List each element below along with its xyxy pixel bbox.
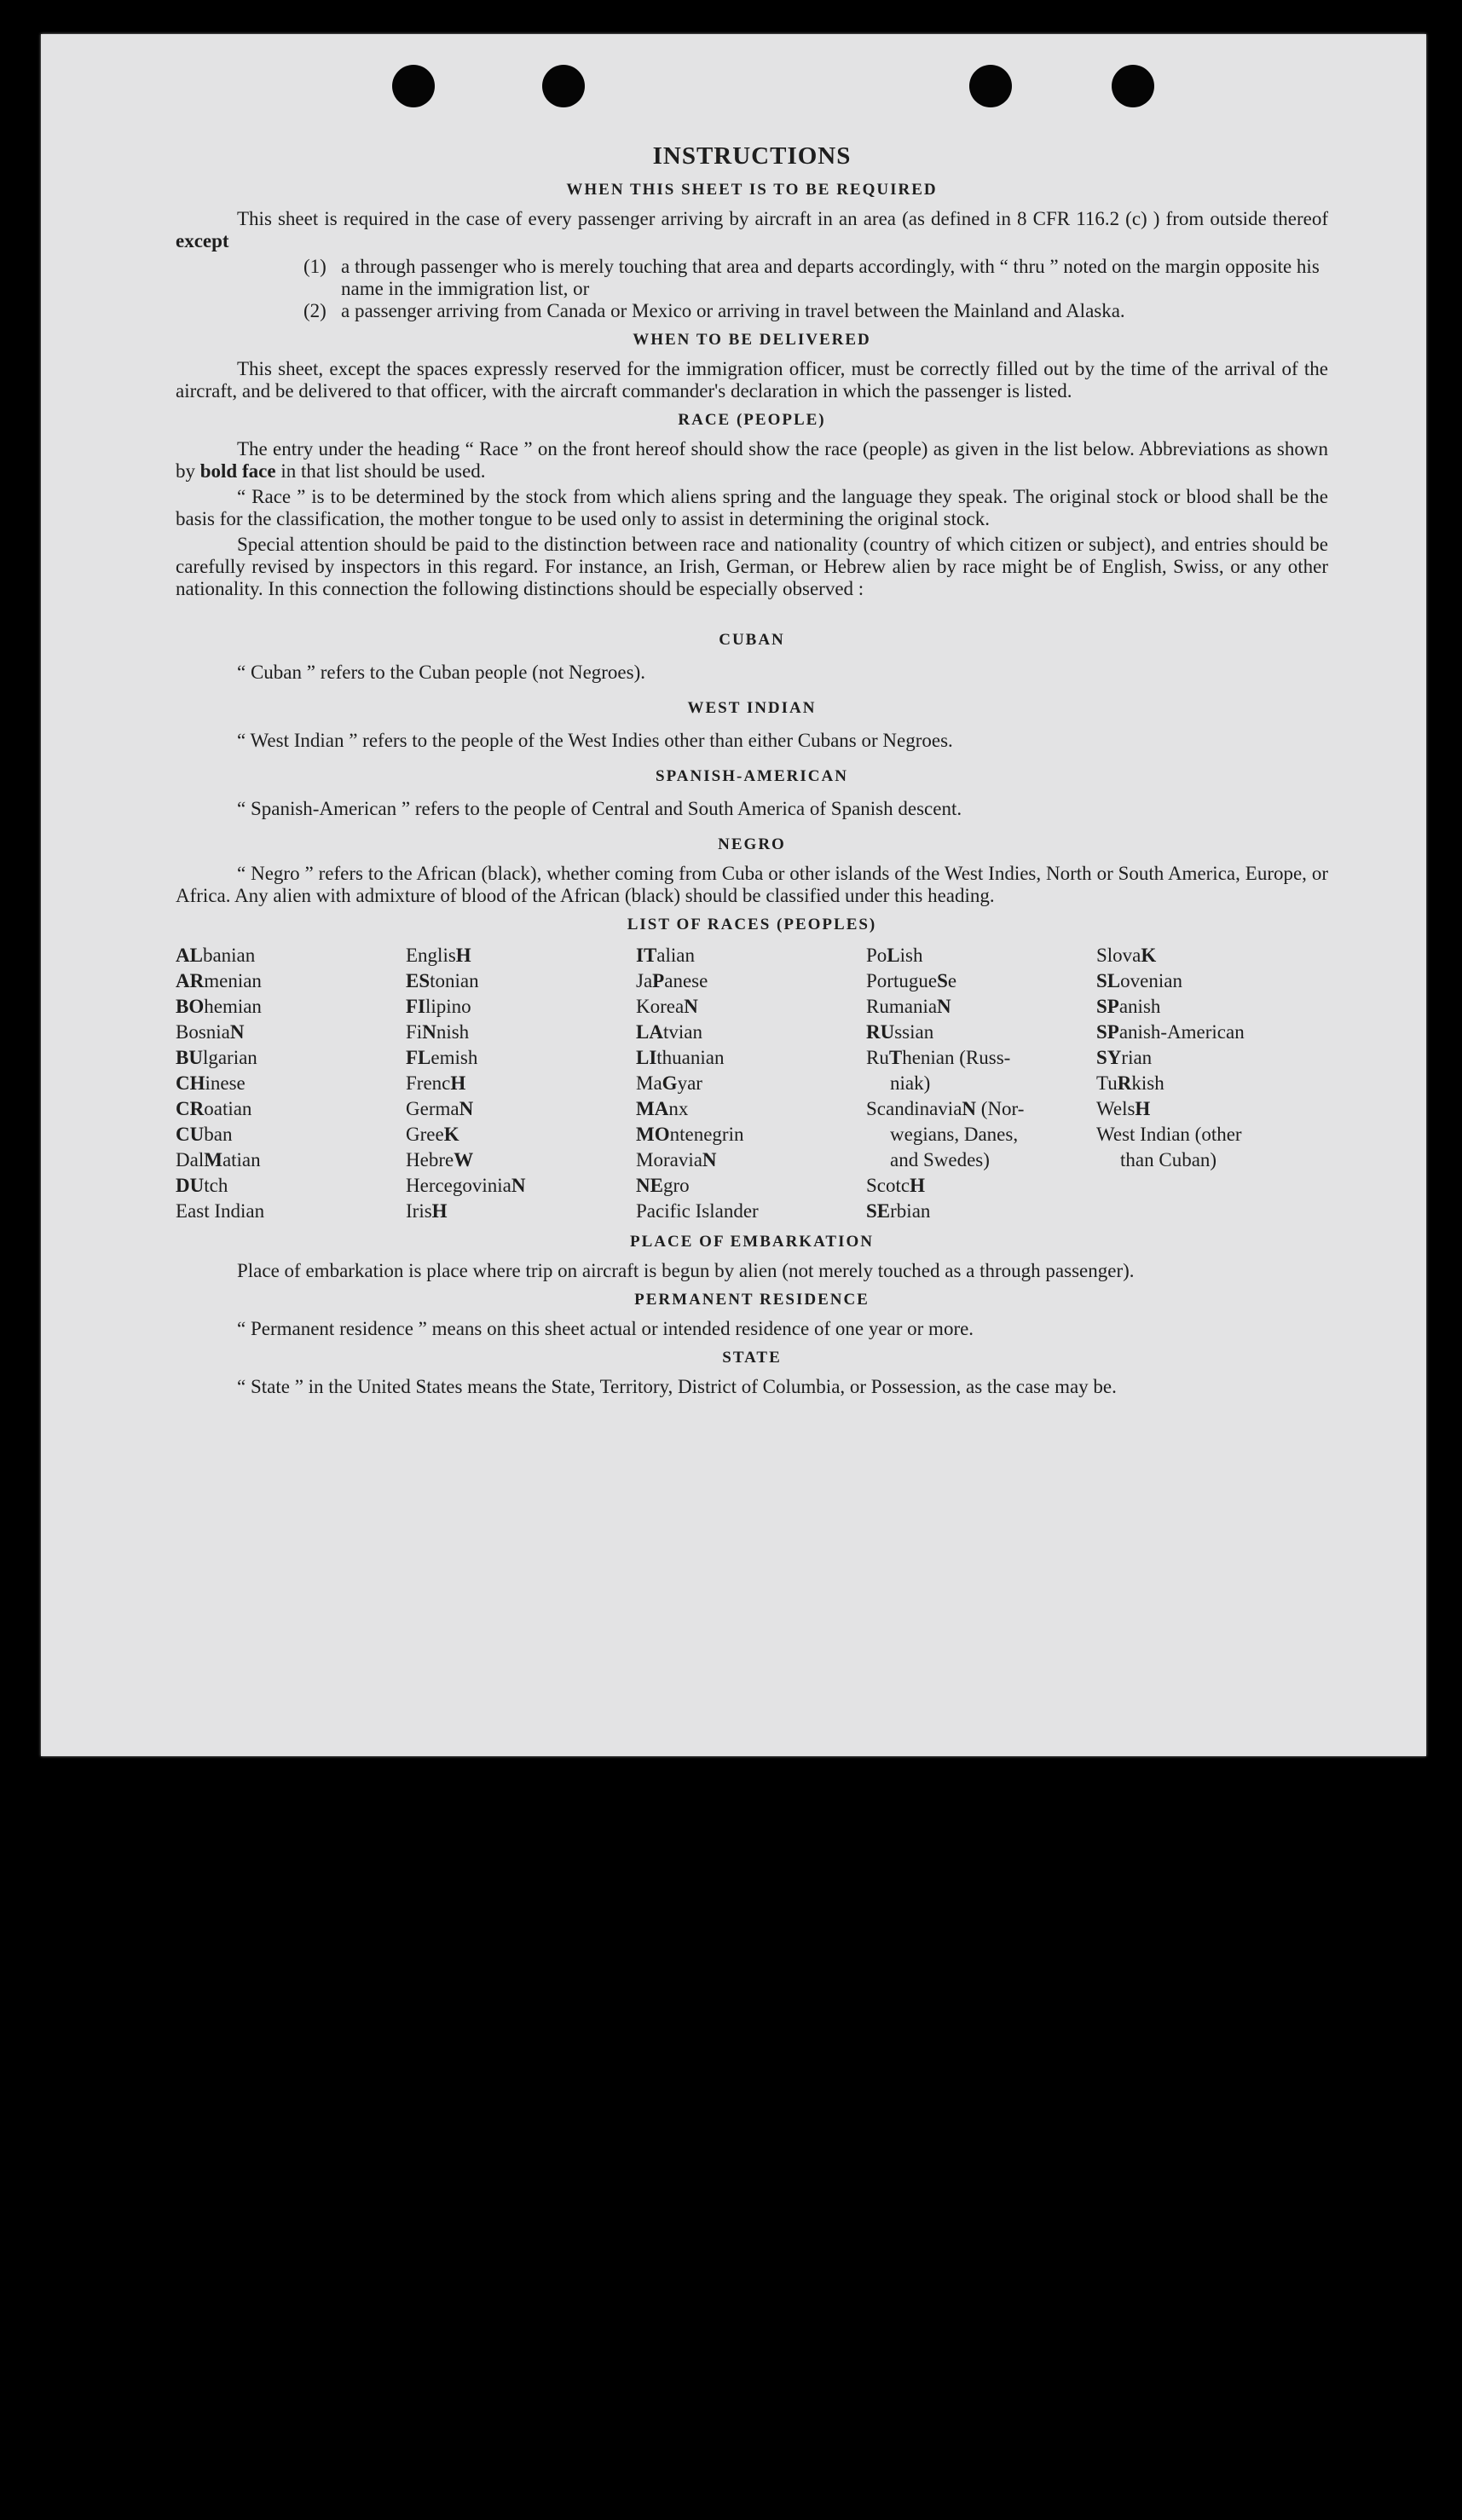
section-heading-required: WHEN THIS SHEET IS TO BE REQUIRED xyxy=(566,181,938,199)
instructions-body xyxy=(176,142,1328,1402)
race-item: than Cuban) xyxy=(1120,1149,1217,1170)
section-heading-state: STATE xyxy=(722,1349,782,1367)
race-item: ALbanian xyxy=(176,945,256,966)
races-list xyxy=(176,943,1328,1224)
races-column xyxy=(1096,943,1326,1224)
race-item: LIthuanian xyxy=(636,1047,725,1068)
race-item: HebreW xyxy=(406,1149,474,1170)
race-item: DalMatian xyxy=(176,1149,261,1170)
required-intro: This sheet is required in the case of every passenger arriving by aircraft in an area (as defined in 8 CFR 116.2 (c) ) from outside thereof except xyxy=(176,208,1328,251)
race-item: FLemish xyxy=(406,1047,478,1068)
race-item: EStonian xyxy=(406,970,479,991)
race-item: MaGyar xyxy=(636,1072,702,1094)
race-item: HercegoviniaN xyxy=(406,1175,526,1196)
condition-item: (1) a through passenger who is merely touching that area and departs accordingly, with “ thru ” noted on the margin opposite his name in the immigration list, or xyxy=(303,256,1320,299)
race-item: MoraviaN xyxy=(636,1149,717,1170)
race-item: RuThenian (Russ- xyxy=(866,1047,1011,1068)
west-indian-definition: “ West Indian ” refers to the people of the West Indies other than either Cubans or Negroes. xyxy=(237,730,953,751)
list-of-races-heading: LIST OF RACES (PEOPLES) xyxy=(627,916,877,933)
punch-hole xyxy=(1112,65,1154,107)
section-heading-west-indian: WEST INDIAN xyxy=(687,699,817,717)
race-item: MOntenegrin xyxy=(636,1124,744,1145)
race-item: SlovaK xyxy=(1096,945,1157,966)
race-item: SPanish xyxy=(1096,996,1161,1017)
punch-hole xyxy=(542,65,585,107)
race-item: SPanish-American xyxy=(1096,1021,1245,1043)
race-item: ScandinaviaN (Nor- xyxy=(866,1098,1025,1119)
page-title: INSTRUCTIONS xyxy=(652,142,852,170)
race-item: niak) xyxy=(890,1072,931,1094)
race-item: GermaN xyxy=(406,1098,474,1119)
punch-hole xyxy=(969,65,1012,107)
race-item: KoreaN xyxy=(636,996,698,1017)
section-heading-cuban: CUBAN xyxy=(719,631,785,649)
race-item: SYrian xyxy=(1096,1047,1153,1068)
race-item: Pacific Islander xyxy=(636,1200,759,1222)
race-item: CRoatian xyxy=(176,1098,252,1119)
race-item: FIlipino xyxy=(406,996,471,1017)
races-column xyxy=(406,943,636,1224)
punch-hole xyxy=(392,65,435,107)
section-heading-race: RACE (PEOPLE) xyxy=(678,411,826,429)
race-item: BUlgarian xyxy=(176,1047,257,1068)
race-item: CUban xyxy=(176,1124,233,1145)
race-item: BOhemian xyxy=(176,996,262,1017)
race-item: RUssian xyxy=(866,1021,934,1043)
race-item: IrisH xyxy=(406,1200,448,1222)
section-heading-spanish-american: SPANISH-AMERICAN xyxy=(656,767,848,785)
race-item: wegians, Danes, xyxy=(890,1124,1019,1145)
race-item: RumaniaN xyxy=(866,996,951,1017)
race-item: JaPanese xyxy=(636,970,708,991)
race-paragraph-1: The entry under the heading “ Race ” on the front hereof should show the race (people) as given in the list below. Abbreviations as shown by bold face in that list should be used. xyxy=(176,438,1328,482)
race-item: MAnx xyxy=(636,1098,689,1119)
race-paragraph-3: Special attention should be paid to the distinction between race and nationality (country of which citizen or subject), and entries should be carefully revised by inspectors in this regard. For instance, an Irish, German, or Hebrew alien by race might be of English, Swiss, or any other nationality. In this connection the following distinctions should be especially observed : xyxy=(176,534,1328,599)
race-item: BosniaN xyxy=(176,1021,245,1043)
race-paragraph-2: “ Race ” is to be determined by the stock from which aliens spring and the language they speak. The original stock or blood shall be the basis for the classification, the mother tongue to be used only to assist in determining the original stock. xyxy=(176,486,1328,529)
delivered-text: This sheet, except the spaces expressly reserved for the immigration officer, must be correctly filled out by the time of the arrival of the aircraft, and be delivered to that officer, with the aircraft commander's declaration in which the passenger is listed. xyxy=(176,358,1328,402)
race-item: West Indian (other xyxy=(1096,1124,1242,1145)
race-item: FrencH xyxy=(406,1072,466,1094)
document-page xyxy=(41,34,1426,1756)
race-item: East Indian xyxy=(176,1200,265,1222)
state-text: “ State ” in the United States means the State, Territory, District of Columbia, or Possession, as the case may be. xyxy=(237,1376,1117,1397)
race-item: ITalian xyxy=(636,945,695,966)
race-item: PoLish xyxy=(866,945,923,966)
embarkation-text: Place of embarkation is place where trip on aircraft is begun by alien (not merely touched as a through passenger). xyxy=(237,1260,1135,1281)
section-heading-embarkation: PLACE OF EMBARKATION xyxy=(630,1233,874,1251)
race-item: ScotcH xyxy=(866,1175,925,1196)
races-column xyxy=(176,943,406,1224)
race-item: DUtch xyxy=(176,1175,228,1196)
race-item: FiNnish xyxy=(406,1021,470,1043)
condition-item: (2) a passenger arriving from Canada or Mexico or arriving in travel between the Mainland and Alaska. xyxy=(303,300,1125,321)
cuban-definition: “ Cuban ” refers to the Cuban people (not Negroes). xyxy=(237,662,646,683)
races-column xyxy=(866,943,1096,1224)
races-column xyxy=(636,943,866,1224)
race-item: PortugueSe xyxy=(866,970,957,991)
section-heading-delivered: WHEN TO BE DELIVERED xyxy=(633,331,871,349)
race-item: WelsH xyxy=(1096,1098,1151,1119)
residence-text: “ Permanent residence ” means on this sheet actual or intended residence of one year or more. xyxy=(237,1318,974,1339)
section-heading-negro: NEGRO xyxy=(718,835,786,853)
race-item: SErbian xyxy=(866,1200,931,1222)
spanish-american-definition: “ Spanish-American ” refers to the people of Central and South America of Spanish descent. xyxy=(237,798,962,819)
race-item: and Swedes) xyxy=(890,1149,990,1170)
negro-definition: “ Negro ” refers to the African (black), whether coming from Cuba or other islands of the West Indies, North or South America, Europe, or Africa. Any alien with admixture of blood of the African (black) should be classified under this heading. xyxy=(176,863,1328,906)
race-item: EnglisH xyxy=(406,945,471,966)
race-item: GreeK xyxy=(406,1124,459,1145)
race-item: ARmenian xyxy=(176,970,262,991)
race-item: TuRkish xyxy=(1096,1072,1164,1094)
section-heading-residence: PERMANENT RESIDENCE xyxy=(634,1291,870,1309)
race-item: SLovenian xyxy=(1096,970,1182,991)
race-item: LAtvian xyxy=(636,1021,702,1043)
race-item: NEgro xyxy=(636,1175,690,1196)
race-item: CHinese xyxy=(176,1072,246,1094)
